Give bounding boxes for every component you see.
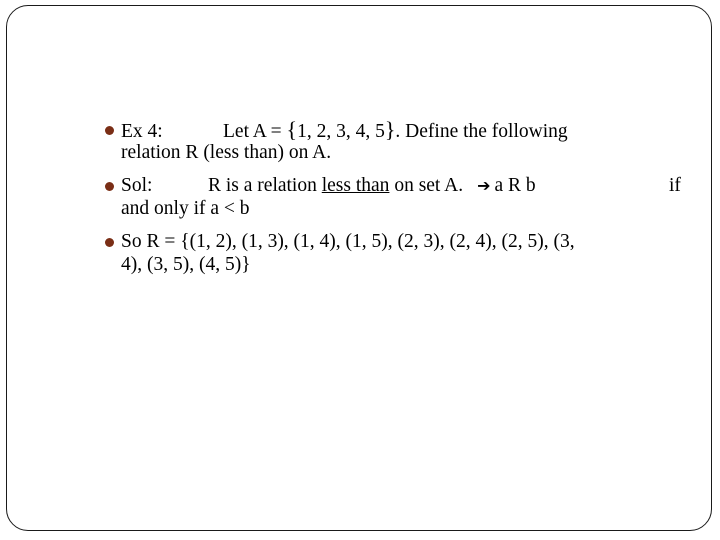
bullet-item-relation-set — [103, 230, 683, 276]
slide-content — [103, 118, 683, 286]
arrow-right-icon: ➔ — [477, 176, 491, 195]
bullet-dot-icon — [105, 126, 114, 135]
bullet-dot-icon — [105, 238, 114, 247]
solution-label: Sol: — [121, 175, 153, 196]
example-text-a: Let A = — [223, 121, 287, 142]
set-brace-close: } — [384, 117, 396, 142]
relation-set-line-2: 4), (3, 5), (4, 5)} — [121, 254, 251, 275]
example-line-1 — [121, 118, 683, 141]
example-text-b: . Define the following — [395, 121, 568, 142]
set-elements: 1, 2, 3, 4, 5 — [297, 121, 385, 142]
bullet-item-example — [103, 118, 683, 164]
relation-set-line-1: So R = {(1, 2), (1, 3), (1, 4), (1, 5), (2, 3), (2, 4), (2, 5), (3, — [121, 231, 575, 252]
example-line-2: relation R (less than) on A. — [121, 142, 332, 163]
solution-text-c: a R b — [494, 175, 536, 196]
example-label: Ex 4: — [121, 121, 163, 142]
less-than-underlined: less than — [321, 175, 390, 196]
set-brace-open: { — [286, 117, 298, 142]
solution-text-b: on set A. — [389, 175, 464, 196]
solution-if: if — [669, 175, 681, 196]
solution-line-1 — [121, 174, 683, 197]
solution-text-a: R is a relation — [208, 175, 322, 196]
bullet-dot-icon — [105, 182, 114, 191]
solution-line-2: and only if a < b — [121, 198, 250, 219]
bullet-item-solution — [103, 174, 683, 220]
